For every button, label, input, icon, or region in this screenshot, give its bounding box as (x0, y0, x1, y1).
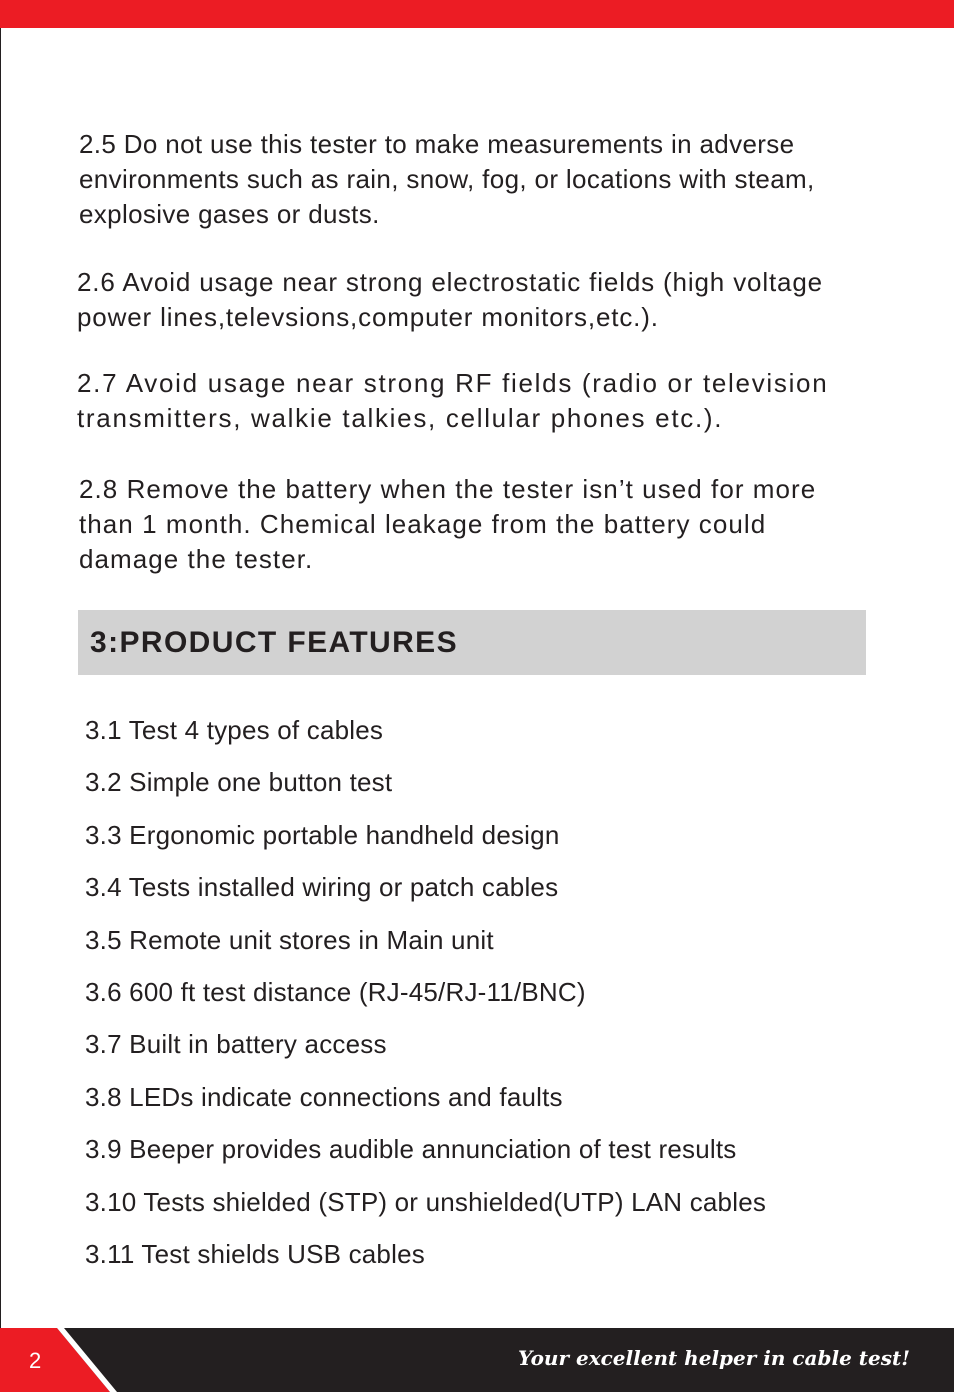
page-left-border (0, 28, 1, 1328)
precaution-2-5 (79, 127, 815, 232)
feature-list (85, 704, 766, 1280)
precaution-2-7 (77, 366, 828, 436)
precaution-line: 2.7 Avoid usage near strong RF fields (radio or television (77, 368, 829, 398)
precaution-line: 2.6 Avoid usage near strong electrostatic fields (high voltage (77, 267, 823, 297)
precaution-line: 2.5 Do not use this tester to make measurements in adverse (79, 129, 795, 159)
precaution-line: explosive gases or dusts. (79, 199, 380, 229)
precaution-line: environments such as rain, snow, fog, or locations with steam, (79, 164, 815, 194)
precaution-line: than 1 month. Chemical leakage from the battery could (79, 509, 767, 539)
precaution-line: transmitters, walkie talkies, cellular phones etc.). (77, 403, 724, 433)
precaution-line: power lines,televsions,computer monitors,etc.). (77, 302, 659, 332)
feature-item: 3.2 Simple one button test (85, 767, 393, 798)
feature-item: 3.6 600 ft test distance (RJ-45/RJ-11/BNC) (85, 976, 586, 1007)
footer-tagline: Your excellent helper in cable test! (518, 1346, 910, 1370)
footer-page-tab (0, 1328, 110, 1392)
precaution-line: damage the tester. (79, 544, 314, 574)
feature-item: 3.3 Ergonomic portable handheld design (85, 819, 560, 850)
feature-item: 3.11 Test shields USB cables (85, 1238, 425, 1269)
section-title: 3:PRODUCT FEATURES (90, 626, 458, 659)
feature-item: 3.1 Test 4 types of cables (85, 715, 384, 745)
feature-item: 3.5 Remote unit stores in Main unit (85, 924, 494, 955)
page-number: 2 (29, 1348, 42, 1373)
precaution-2-8 (79, 472, 816, 577)
feature-item: 3.8 LEDs indicate connections and faults (85, 1081, 563, 1112)
header-accent-bar (0, 0, 954, 28)
section-header-product-features (78, 610, 866, 675)
precaution-2-6 (77, 265, 823, 335)
page-footer (0, 1328, 954, 1392)
feature-item: 3.4 Tests installed wiring or patch cables (85, 872, 559, 903)
feature-item: 3.7 Built in battery access (85, 1029, 387, 1060)
feature-item: 3.10 Tests shielded (STP) or unshielded(UTP) LAN cables (85, 1186, 767, 1217)
precaution-line: 2.8 Remove the battery when the tester isn’t used for more (79, 474, 817, 504)
feature-item: 3.9 Beeper provides audible annunciation of test results (85, 1134, 737, 1165)
